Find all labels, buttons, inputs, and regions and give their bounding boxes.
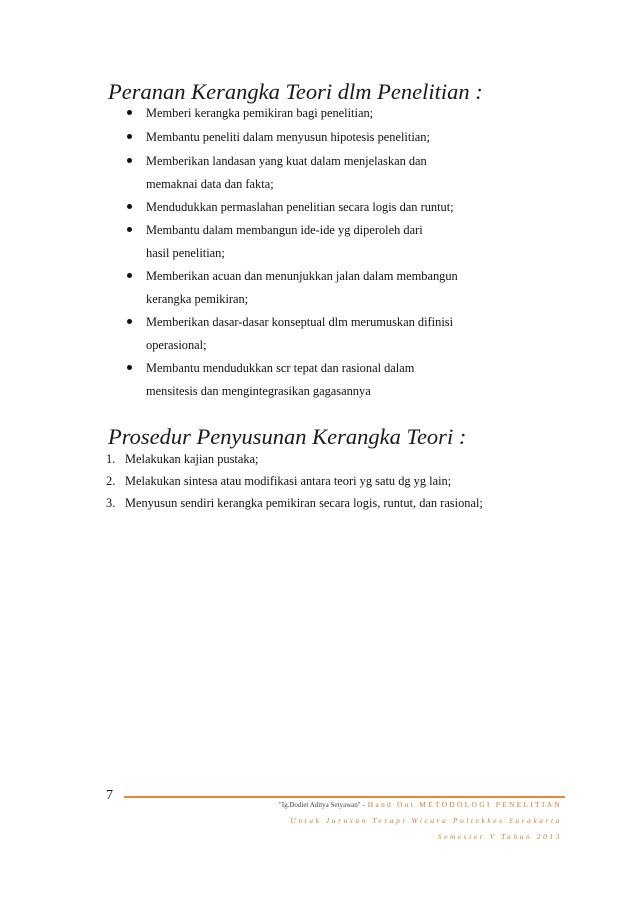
bullet-icon [127,319,132,324]
footer-line-1 [279,800,562,809]
list-item-text: Melakukan sintesa atau modifikasi antara teori yg satu dg yg lain; [125,474,452,488]
list-item-number: 1. [106,452,116,466]
footer-line-2: Untuk Jurusan Terapi Wicara Poltekkes Surakarta [290,816,562,825]
list-item-text: Membantu mendudukkan scr tepat dan rasional dalam [146,361,415,375]
list-item-text-continued: kerangka pemikiran; [146,292,249,306]
section-title-peranan: Peranan Kerangka Teori dlm Penelitian : [108,79,483,104]
list-item-text: Memberikan landasan yang kuat dalam menjelaskan dan [146,154,427,168]
list-item-text: Memberi kerangka pemikiran bagi penelitian; [146,106,374,120]
list-item-text: Membantu dalam membangun ide-ide yg diperoleh dari [146,223,423,237]
list-item-text: Menyusun sendiri kerangka pemikiran secara logis, runtut, dan rasional; [125,496,483,510]
list-item-number: 2. [106,474,116,488]
list-item-text: Membantu peneliti dalam menyusun hipotesis penelitian; [146,130,430,144]
list-item-text-continued: memaknai data dan fakta; [146,177,274,191]
bullet-icon [127,110,132,115]
list-item-text: Mendudukkan permaslahan penelitian secara logis dan runtut; [146,200,454,214]
footer-line-3: Semester V Tahun 2013 [437,832,562,841]
bullet-icon [127,204,132,209]
bullet-icon [127,134,132,139]
list-item-text: Memberikan dasar-dasar konseptual dlm merumuskan difinisi [146,315,454,329]
bullet-icon [127,273,132,278]
footer-handout-title: Hand Out METODOLOGI PENELITIAN [367,800,562,809]
footer-divider [124,796,565,798]
footer-author: "Ig.Dodiet Aditya Setyawan" - [278,801,365,809]
bullet-icon [127,158,132,163]
list-item-text: Melakukan kajian pustaka; [125,452,259,466]
list-item-text-continued: mensitesis dan mengintegrasikan gagasannya [146,384,371,398]
section-title-prosedur: Prosedur Penyusunan Kerangka Teori : [108,424,467,449]
bullet-icon [127,227,132,232]
bullet-icon [127,365,132,370]
list-item-number: 3. [106,496,116,510]
page-number: 7 [106,788,113,803]
list-item-text-continued: hasil penelitian; [146,246,225,260]
list-item-text: Memberikan acuan dan menunjukkan jalan dalam membangun [146,269,458,283]
list-item-text-continued: operasional; [146,338,207,352]
